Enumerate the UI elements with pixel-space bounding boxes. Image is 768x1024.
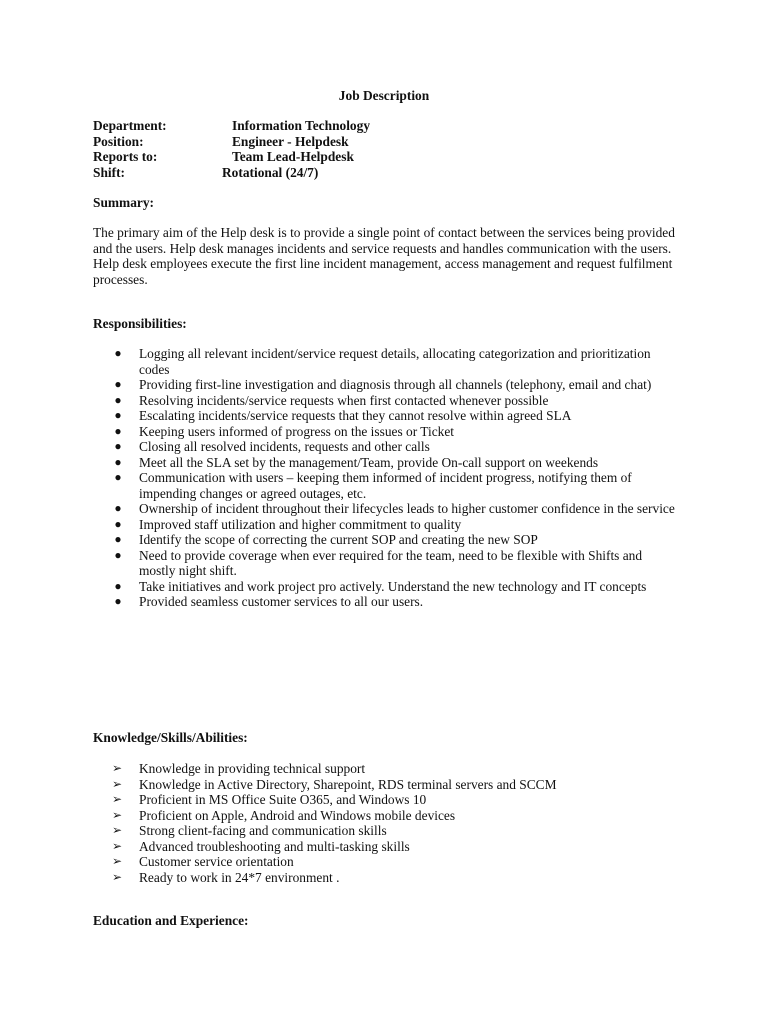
skill-item [0,839,679,855]
responsibility-text: Identify the scope of correcting the current SOP and creating the new SOP [139,532,538,547]
responsibility-text: Escalating incidents/service requests that they cannot resolve within agreed SLA [139,408,572,423]
bullet-icon: ● [114,423,122,438]
arrow-bullet-icon: ➢ [112,776,123,791]
reports-to-row [93,149,693,165]
position-label: Position: [93,133,144,149]
responsibility-item [0,346,679,377]
responsibility-item [0,501,679,517]
skill-item [0,808,679,824]
responsibility-item [0,408,679,424]
responsibility-text: Meet all the SLA set by the management/Team, provide On-call support on weekends [139,454,599,470]
responsibility-item [0,455,679,471]
department-value: Information Technology [232,118,371,133]
bullet-icon: ● [114,578,122,593]
skills-heading: Knowledge/Skills/Abilities: [93,730,248,745]
arrow-bullet-icon: ➢ [112,854,123,868]
bullet-icon: ● [114,377,122,391]
summary-heading: Summary: [93,195,154,210]
skill-item [0,870,679,886]
responsibility-text: Provided seamless customer services to all our users. [139,594,424,609]
skill-text: Ready to work in 24*7 environment . [139,869,340,885]
skill-text: Customer service orientation [139,854,294,869]
position-value: Engineer - Helpdesk [232,133,349,149]
job-meta [93,118,693,180]
skill-text: Strong client-facing and communication skills [139,823,387,838]
responsibility-item [0,470,679,501]
responsibility-text: Communication with users – keeping them informed of incident progress, notifying them of impending changes or agreed outages, etc. [139,470,632,501]
responsibility-text: Logging all relevant incident/service request details, allocating categorization and prioritization codes [139,346,651,377]
reports-to-value: Team Lead-Helpdesk [232,149,354,164]
bullet-icon: ● [114,392,122,407]
responsibility-item [0,548,679,579]
reports-to-label: Reports to: [93,149,158,164]
skill-item [0,854,679,870]
responsibility-item [0,393,679,409]
skill-text: Advanced troubleshooting and multi-tasking skills [139,838,410,854]
responsibility-item [0,517,679,533]
responsibility-item [0,377,679,393]
responsibilities-list [0,346,768,610]
responsibility-item [0,579,679,595]
skill-item [0,761,679,777]
bullet-icon: ● [114,408,122,422]
responsibilities-heading: Responsibilities: [93,316,187,331]
bullet-icon: ● [114,516,122,531]
responsibility-text: Improved staff utilization and higher commitment to quality [139,516,462,532]
responsibility-item [0,439,679,455]
shift-label: Shift: [93,164,125,180]
responsibility-text: Closing all resolved incidents, requests and other calls [139,439,430,454]
bullet-icon: ● [114,547,122,562]
department-row [93,118,693,134]
responsibility-item [0,594,679,610]
responsibility-text: Need to provide coverage when ever required for the team, need to be flexible with Shifts and mostly night shift. [139,547,643,578]
skill-text: Knowledge in providing technical support [139,761,366,776]
skill-item [0,792,679,808]
arrow-bullet-icon: ➢ [112,807,123,822]
arrow-bullet-icon: ➢ [112,823,123,837]
department-label: Department: [93,118,167,133]
page-title: Job Description [338,88,430,103]
responsibility-item [0,424,679,440]
bullet-icon: ● [114,439,122,453]
bullet-icon: ● [114,470,122,484]
skill-text: Knowledge in Active Directory, Sharepoint, RDS terminal servers and SCCM [139,776,557,792]
responsibility-text: Take initiatives and work project pro actively. Understand the new technology and IT concepts [139,578,647,594]
shift-value: Rotational (24/7) [222,164,319,180]
bullet-icon: ● [114,532,122,546]
skill-item [0,777,679,793]
responsibility-item [0,532,679,548]
responsibility-text: Keeping users informed of progress on the issues or Ticket [139,423,455,439]
skill-text: Proficient on Apple, Android and Windows mobile devices [139,807,456,823]
responsibility-text: Ownership of incident throughout their lifecycles leads to higher customer confidence in the service [139,501,675,516]
summary-text: The primary aim of the Help desk is to provide a single point of contact between the services being provided and the users. Help desk manages incidents and service requests and handles communication with the users. Help desk employees execute the first line incident management, access management and request fulfilment processes. [93,225,675,287]
shift-row [93,165,693,181]
education-heading: Education and Experience: [93,913,249,928]
skills-list [0,761,768,885]
bullet-icon: ● [114,501,122,515]
arrow-bullet-icon: ➢ [112,838,123,853]
bullet-icon: ● [114,346,122,360]
arrow-bullet-icon: ➢ [112,869,123,884]
bullet-icon: ● [114,594,122,608]
skill-item [0,823,679,839]
responsibility-text: Providing first-line investigation and diagnosis through all channels (telephony, email and chat) [139,377,652,392]
bullet-icon: ● [114,454,122,469]
arrow-bullet-icon: ➢ [112,792,123,806]
skill-text: Proficient in MS Office Suite O365, and Windows 10 [139,792,427,807]
responsibility-text: Resolving incidents/service requests when first contacted whenever possible [139,392,549,408]
arrow-bullet-icon: ➢ [112,761,123,775]
position-row [93,134,693,150]
